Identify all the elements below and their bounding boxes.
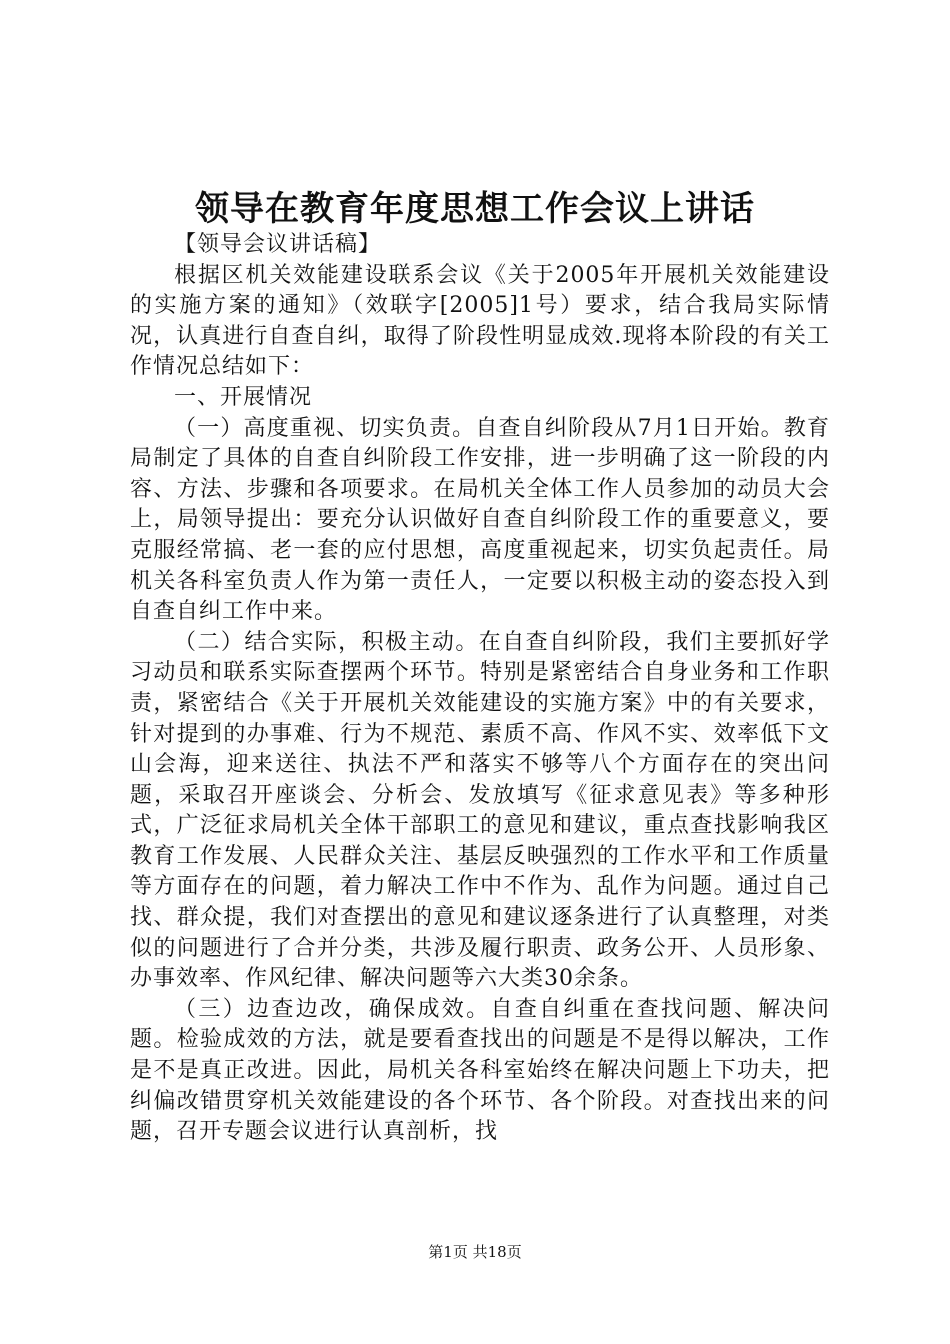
- page-number-footer: 第1页 共18页: [428, 1243, 522, 1261]
- body-paragraph-1: （一）高度重视、切实负责。自查自纠阶段从7月1日开始。教育局制定了具体的自查自纠阶段工作安排，进一步明确了这一阶段的内容、方法、步骤和各项要求。在局机关全体工作人员参加的动员大会上，局领导提出：要充分认识做好自查自纠阶段工作的重要意义，要克服经常搞、老一套的应付思想，高度重视起来，切实负起责任。局机关各科室负责人作为第一责任人，一定要以积极主动的姿态投入到自查自纠工作中来。: [130, 415, 830, 625]
- intro-paragraph: 根据区机关效能建设联系会议《关于2005年开展机关效能建设的实施方案的通知》（效联字[2005]1号）要求，结合我局实际情况，认真进行自查自纠，取得了阶段性明显成效.现将本阶段的有关工作情况总结如下：: [130, 262, 830, 380]
- document-tag-paragraph: 【领导会议讲话稿】: [174, 232, 382, 257]
- document-title: 领导在教育年度思想工作会议上讲话: [195, 189, 755, 229]
- body-paragraph-3: （三）边查边改，确保成效。自查自纠重在查找问题、解决问题。检验成效的方法，就是要看查找出的问题是不是得以解决，工作是不是真正改进。因此，局机关各科室始终在解决问题上下功夫，把纠偏改错贯穿机关效能建设的各个环节、各个阶段。对查找出来的问题，召开专题会议进行认真剖析，找: [130, 996, 830, 1145]
- body-paragraph-2: （二）结合实际，积极主动。在自查自纠阶段，我们主要抓好学习动员和联系实际查摆两个环节。特别是紧密结合自身业务和工作职责，紧密结合《关于开展机关效能建设的实施方案》中的有关要求，针对提到的办事难、行为不规范、素质不高、作风不实、效率低下文山会海，迎来送往、执法不严和落实不够等八个方面存在的突出问题，采取召开座谈会、分析会、发放填写《征求意见表》等多种形式，广泛征求局机关全体干部职工的意见和建议，重点查找影响我区教育工作发展、人民群众关注、基层反映强烈的工作水平和工作质量等方面存在的问题，着力解决工作中不作为、乱作为问题。通过自己找、群众提，我们对查摆出的意见和建议逐条进行了认真整理，对类似的问题进行了合并分类，共涉及履行职责、政务公开、人员形象、办事效率、作风纪律、解决问题等六大类30余条。: [130, 629, 830, 992]
- section-heading: 一、开展情况: [174, 384, 313, 410]
- document-body: [130, 230, 830, 1148]
